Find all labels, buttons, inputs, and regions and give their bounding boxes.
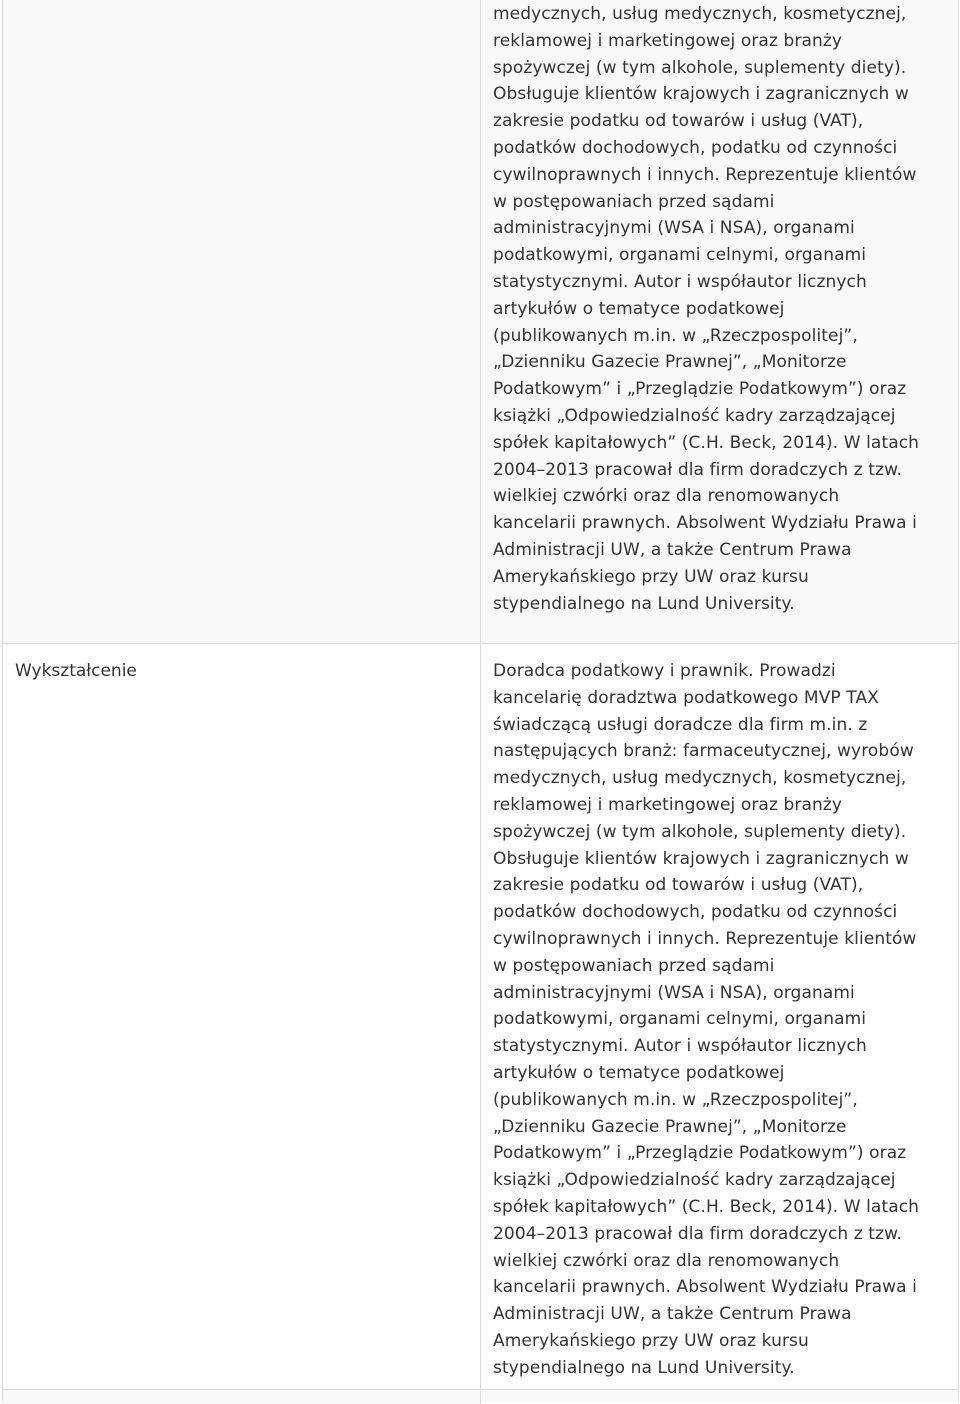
table-row	[3, 1390, 958, 1402]
text-line: spółek kapitałowych” (C.H. Beck, 2014). W latach	[493, 1196, 920, 1217]
text-line: kancelarię doradztwa podatkowego MVP TAX	[493, 687, 879, 708]
text-line: medycznych, usług medycznych, kosmetycznej,	[493, 4, 907, 24]
row-label	[3, 1390, 481, 1404]
text-line: stypendialnego na Lund University.	[493, 1357, 795, 1378]
text-line: Obsługuje klientów krajowych i zagranicznych w	[493, 84, 909, 105]
text-line: reklamowej i marketingowej oraz branży	[493, 794, 843, 815]
text-line: artykułów o tematyce podatkowej	[493, 298, 785, 319]
row-value	[481, 0, 958, 643]
text-line: Administracji UW, a także Centrum Prawa	[493, 539, 852, 560]
table-row	[3, 644, 958, 1390]
text-line: podatków dochodowych, podatku od czynności	[493, 902, 898, 923]
text-line: 2004–2013 pracował dla firm doradczych z tzw.	[493, 459, 903, 480]
text-line: „Dzienniku Gazecie Prawnej”, „Monitorze	[493, 1116, 847, 1137]
text-line: statystycznymi. Autor i współautor licznych	[493, 271, 867, 292]
text-line: spożywczej (w tym alkohole, suplementy diety).	[493, 821, 907, 842]
row-label-education: Wykształcenie	[3, 644, 481, 1389]
row-value	[481, 1390, 958, 1402]
text-line: podatków dochodowych, podatku od czynności	[493, 137, 898, 158]
text-line: wielkiej czwórki oraz dla renomowanych	[493, 486, 840, 507]
text-line: wielkiej czwórki oraz dla renomowanych	[493, 1250, 840, 1271]
text-line: 2004–2013 pracował dla firm doradczych z tzw.	[493, 1223, 903, 1244]
text-line: artykułów o tematyce podatkowej	[493, 1062, 785, 1083]
text-line: cywilnoprawnych i innych. Reprezentuje klientów	[493, 164, 917, 185]
row-value-education	[481, 644, 958, 1389]
text-line: Amerykańskiego przy UW oraz kursu	[493, 1330, 809, 1351]
text-line: podatkowymi, organami celnymi, organami	[493, 1009, 867, 1030]
text-line: (publikowanych m.in. w „Rzeczpospolitej”,	[493, 325, 858, 346]
text-line: w postępowaniach przed sądami	[493, 191, 775, 212]
profile-table	[2, 0, 959, 1402]
text-line: następujących branż: farmaceutycznej, wyrobów	[493, 741, 914, 762]
text-line: „Dzienniku Gazecie Prawnej”, „Monitorze	[493, 352, 847, 373]
text-line: administracyjnymi (WSA i NSA), organami	[493, 982, 855, 1003]
text-line: Doradca podatkowy i prawnik. Prowadzi	[493, 661, 836, 681]
text-line: spółek kapitałowych” (C.H. Beck, 2014). W latach	[493, 432, 920, 453]
table-row	[3, 0, 958, 644]
text-line: Podatkowym” i „Przeglądzie Podatkowym”) oraz	[493, 379, 907, 400]
text-line: Podatkowym” i „Przeglądzie Podatkowym”) oraz	[493, 1143, 907, 1164]
text-line: kancelarii prawnych. Absolwent Wydziału Prawa i	[493, 1277, 917, 1298]
text-line: spożywczej (w tym alkohole, suplementy diety).	[493, 57, 907, 78]
text-line: (publikowanych m.in. w „Rzeczpospolitej”,	[493, 1089, 858, 1110]
text-line: zakresie podatku od towarów i usług (VAT),	[493, 875, 864, 896]
text-line: Administracji UW, a także Centrum Prawa	[493, 1304, 852, 1325]
text-line: książki „Odpowiedzialność kadry zarządzającej	[493, 405, 896, 426]
row-label	[3, 0, 481, 643]
text-line: Amerykańskiego przy UW oraz kursu	[493, 566, 809, 587]
text-line: Obsługuje klientów krajowych i zagranicznych w	[493, 848, 909, 869]
text-line: cywilnoprawnych i innych. Reprezentuje klientów	[493, 928, 917, 949]
text-line: administracyjnymi (WSA i NSA), organami	[493, 218, 855, 239]
text-line: świadczącą usługi doradcze dla firm m.in. z	[493, 714, 868, 735]
text-line: medycznych, usług medycznych, kosmetycznej,	[493, 768, 907, 789]
text-line: statystycznymi. Autor i współautor licznych	[493, 1036, 867, 1057]
text-line: zakresie podatku od towarów i usług (VAT),	[493, 111, 864, 132]
text-line: podatkowymi, organami celnymi, organami	[493, 245, 867, 266]
text-line: książki „Odpowiedzialność kadry zarządzającej	[493, 1170, 896, 1191]
text-line: reklamowej i marketingowej oraz branży	[493, 30, 843, 51]
text-line: w postępowaniach przed sądami	[493, 955, 775, 976]
text-line: stypendialnego na Lund University.	[493, 593, 795, 614]
text-line: kancelarii prawnych. Absolwent Wydziału Prawa i	[493, 513, 917, 534]
